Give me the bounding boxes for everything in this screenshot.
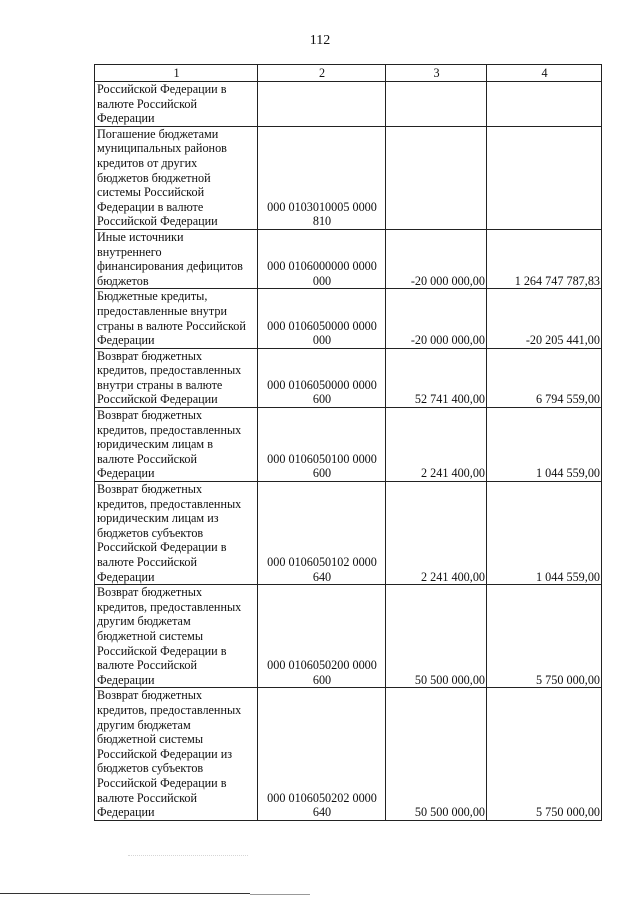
executed-amount-cell xyxy=(487,126,602,229)
planned-amount-cell: 2 241 400,00 xyxy=(386,482,487,585)
budget-code-cell: 000 0106050202 0000 640 xyxy=(258,688,386,820)
executed-amount-cell: 1 044 559,00 xyxy=(487,482,602,585)
planned-amount-cell: 50 500 000,00 xyxy=(386,585,487,688)
budget-sources-table xyxy=(94,64,602,821)
table-row xyxy=(95,585,602,688)
executed-amount-cell: 5 750 000,00 xyxy=(487,688,602,820)
row-name-cell: Возврат бюджетных кредитов, предоставленных другим бюджетам бюджетной системы Российской Федерации в валюте Российской Федерации xyxy=(95,585,258,688)
executed-amount-cell: 5 750 000,00 xyxy=(487,585,602,688)
planned-amount-cell: 50 500 000,00 xyxy=(386,688,487,820)
column-header-4: 4 xyxy=(487,65,602,82)
table-row xyxy=(95,82,602,127)
row-name-cell: Погашение бюджетами муниципальных районов кредитов от других бюджетов бюджетной системы Российской Федерации в валюте Российской Федерации xyxy=(95,126,258,229)
executed-amount-cell: 6 794 559,00 xyxy=(487,348,602,407)
table-row xyxy=(95,126,602,229)
planned-amount-cell: -20 000 000,00 xyxy=(386,289,487,348)
executed-amount-cell: 1 044 559,00 xyxy=(487,408,602,482)
row-name-cell: Российской Федерации в валюте Российской Федерации xyxy=(95,82,258,127)
table-row xyxy=(95,348,602,407)
column-header-2: 2 xyxy=(258,65,386,82)
column-header-1: 1 xyxy=(95,65,258,82)
budget-code-cell: 000 0106000000 0000 000 xyxy=(258,229,386,288)
planned-amount-cell xyxy=(386,82,487,127)
table-header-row xyxy=(95,65,602,82)
column-header-3: 3 xyxy=(386,65,487,82)
budget-code-cell: 000 0103010005 0000 810 xyxy=(258,126,386,229)
planned-amount-cell xyxy=(386,126,487,229)
row-name-cell: Возврат бюджетных кредитов, предоставленных юридическим лицам из бюджетов субъектов Российской Федерации в валюте Российской Федерации xyxy=(95,482,258,585)
budget-code-cell: 000 0106050100 0000 600 xyxy=(258,408,386,482)
budget-code-cell: 000 0106050000 0000 600 xyxy=(258,348,386,407)
table-row xyxy=(95,482,602,585)
table-row xyxy=(95,229,602,288)
scan-artifact xyxy=(128,855,248,862)
budget-code-cell: 000 0106050102 0000 640 xyxy=(258,482,386,585)
executed-amount-cell: -20 205 441,00 xyxy=(487,289,602,348)
executed-amount-cell xyxy=(487,82,602,127)
table-row xyxy=(95,289,602,348)
footer-rule xyxy=(0,893,250,894)
executed-amount-cell: 1 264 747 787,83 xyxy=(487,229,602,288)
row-name-cell: Возврат бюджетных кредитов, предоставленных внутри страны в валюте Российской Федерации xyxy=(95,348,258,407)
row-name-cell: Иные источники внутреннего финансирования дефицитов бюджетов xyxy=(95,229,258,288)
budget-code-cell xyxy=(258,82,386,127)
planned-amount-cell: 2 241 400,00 xyxy=(386,408,487,482)
row-name-cell: Возврат бюджетных кредитов, предоставленных юридическим лицам в валюте Российской Федерации xyxy=(95,408,258,482)
page-number: 112 xyxy=(309,33,331,48)
row-name-cell: Возврат бюджетных кредитов, предоставленных другим бюджетам бюджетной системы Российской Федерации из бюджетов субъектов Российской Федерации в валюте Российской Федерации xyxy=(95,688,258,820)
table-row xyxy=(95,408,602,482)
table-row xyxy=(95,688,602,820)
row-name-cell: Бюджетные кредиты, предоставленные внутри страны в валюте Российской Федерации xyxy=(95,289,258,348)
planned-amount-cell: 52 741 400,00 xyxy=(386,348,487,407)
budget-code-cell: 000 0106050200 0000 600 xyxy=(258,585,386,688)
footer-rule-faint xyxy=(250,894,310,895)
planned-amount-cell: -20 000 000,00 xyxy=(386,229,487,288)
budget-code-cell: 000 0106050000 0000 000 xyxy=(258,289,386,348)
